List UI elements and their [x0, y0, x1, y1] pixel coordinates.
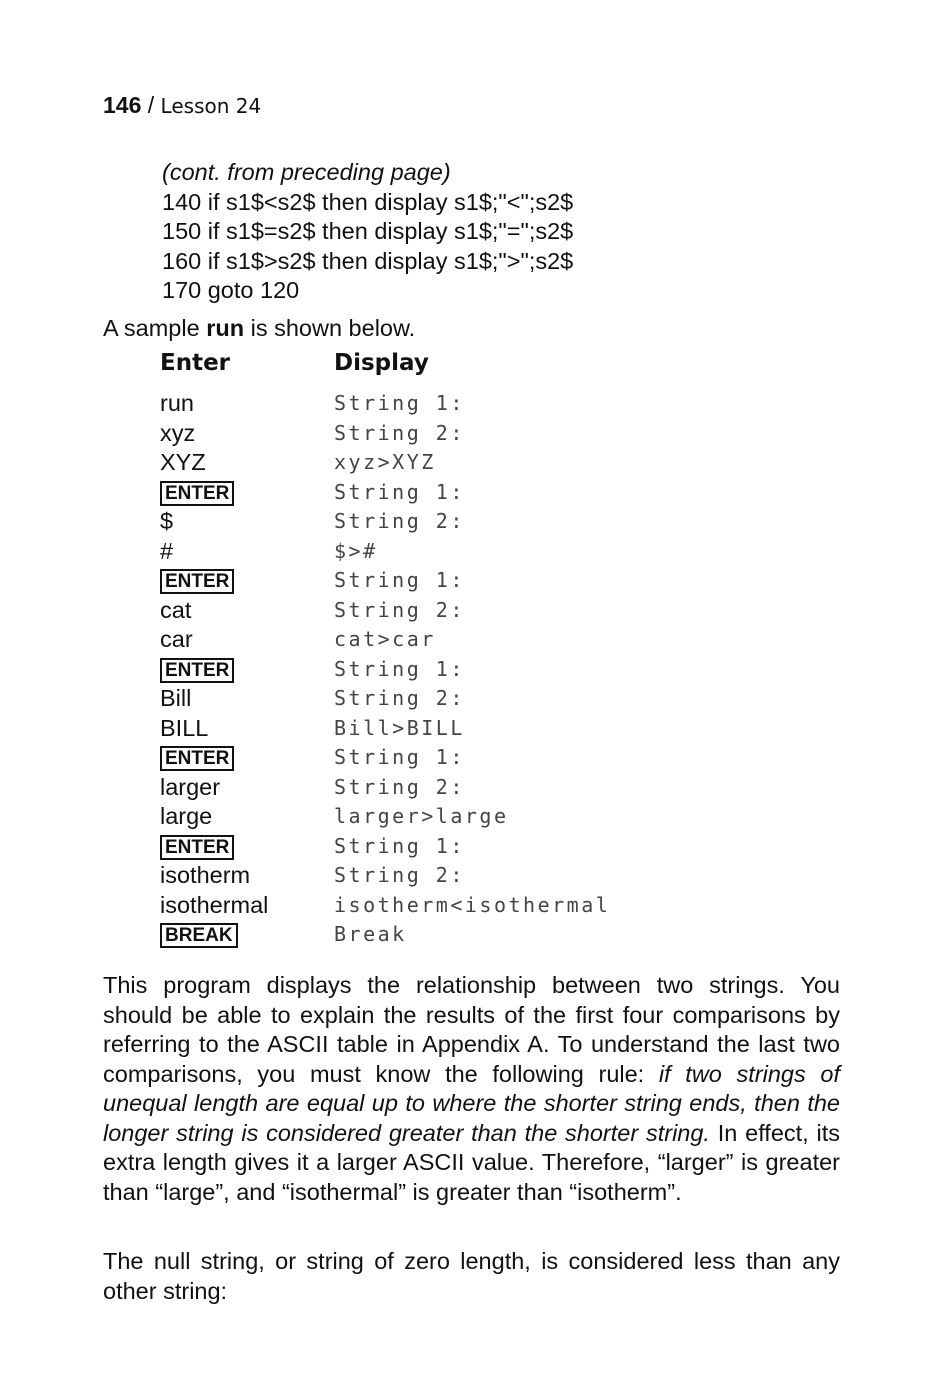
- enter-text: car: [160, 626, 193, 652]
- enter-column-header: Enter: [160, 350, 231, 376]
- enter-row: [160, 419, 268, 449]
- enter-text: cat: [160, 596, 192, 623]
- paragraph-text: This program displays the relationship between two strings. You should be able to explain the results of the first four comparisons by referring to the ASCII table in Appendix A. To understand the last two comparisons, you must know the following rule:: [103, 972, 840, 1087]
- enter-row: [160, 891, 268, 921]
- enter-row: [160, 448, 268, 478]
- header-separator: /: [141, 92, 161, 118]
- display-row: String 1:: [334, 479, 465, 504]
- enter-row: [160, 802, 268, 832]
- break-key: BREAK: [160, 923, 238, 948]
- sample-run-intro: [103, 315, 415, 342]
- enter-text: $: [160, 508, 174, 534]
- display-row: String 1:: [334, 656, 465, 681]
- enter-row: [160, 507, 268, 537]
- display-row: Break: [334, 922, 407, 946]
- code-line: 140 if s1$<s2$ then display s1$;"<";s2$: [162, 188, 574, 215]
- enter-row: [160, 832, 268, 862]
- display-row: $>#: [334, 538, 378, 563]
- enter-text: run: [160, 390, 194, 416]
- display-row: String 2:: [334, 509, 465, 533]
- display-row: Bill>BILL: [334, 715, 465, 740]
- display-row: cat>car: [334, 627, 436, 651]
- code-note: (cont. from preceding page): [162, 159, 451, 185]
- page-number: 146: [103, 92, 142, 118]
- enter-text: isotherm: [160, 862, 251, 888]
- display-row: larger>large: [334, 804, 509, 828]
- enter-text: XYZ: [160, 449, 206, 475]
- enter-text: Bill: [160, 685, 192, 711]
- display-row: String 1:: [334, 568, 465, 592]
- enter-text: large: [160, 803, 213, 829]
- display-row: String 2:: [334, 774, 465, 799]
- enter-key: ENTER: [160, 658, 234, 683]
- enter-text: xyz: [160, 419, 196, 446]
- display-column: [334, 389, 610, 950]
- display-row: String 2:: [334, 686, 465, 710]
- code-line: 150 if s1$=s2$ then display s1$;"=";s2$: [162, 218, 574, 244]
- enter-text: isothermal: [160, 891, 269, 918]
- intro-text: A sample: [103, 315, 207, 341]
- enter-row: [160, 773, 268, 803]
- rule-text: if two strings of unequal length are equal up to where the shorter string ends, then the longer string is considered greater than the shorter string.: [103, 1060, 840, 1146]
- enter-row: [160, 714, 268, 744]
- enter-row: [160, 389, 268, 419]
- enter-row: [160, 920, 268, 950]
- explanation-paragraph: [103, 971, 840, 1207]
- display-row: String 2:: [334, 420, 465, 445]
- display-row: xyz>XYZ: [334, 450, 436, 474]
- display-row: isotherm<isothermal: [334, 892, 611, 917]
- page-header: [103, 92, 261, 119]
- code-line: 160 if s1$>s2$ then display s1$;">";s2$: [162, 247, 574, 274]
- enter-column: [160, 389, 268, 950]
- null-string-paragraph: The null string, or string of zero length, is considered less than any other string:: [103, 1248, 840, 1304]
- enter-row: [160, 566, 268, 596]
- enter-text: larger: [160, 773, 221, 800]
- display-row: String 2:: [334, 597, 465, 622]
- display-row: String 1:: [334, 745, 465, 769]
- enter-text: BILL: [160, 714, 209, 741]
- code-line: 170 goto 120: [162, 277, 300, 303]
- display-row: String 1:: [334, 391, 465, 415]
- display-row: String 2:: [334, 863, 465, 887]
- enter-key: ENTER: [160, 569, 234, 594]
- enter-key: ENTER: [160, 835, 234, 860]
- enter-key: ENTER: [160, 481, 234, 506]
- page-title: Lesson 24: [160, 94, 262, 118]
- enter-row: [160, 684, 268, 714]
- display-column-header: Display: [334, 350, 429, 376]
- enter-text: #: [160, 537, 174, 564]
- enter-row: [160, 861, 268, 891]
- enter-row: [160, 596, 268, 626]
- run-keyword: run: [206, 315, 245, 341]
- intro-text: is shown below.: [244, 315, 416, 341]
- display-row: String 1:: [334, 833, 465, 858]
- code-listing: [162, 158, 573, 306]
- enter-row: [160, 537, 268, 567]
- enter-row: [160, 625, 268, 655]
- enter-row: [160, 655, 268, 685]
- enter-row: [160, 743, 268, 773]
- paragraph-text: In effect, its extra length gives it a larger ASCII value. Therefore, “larger” is greater than “large”, and “isothermal” is greater than “isotherm”.: [103, 1119, 840, 1205]
- enter-key: ENTER: [160, 746, 234, 771]
- enter-row: [160, 478, 268, 508]
